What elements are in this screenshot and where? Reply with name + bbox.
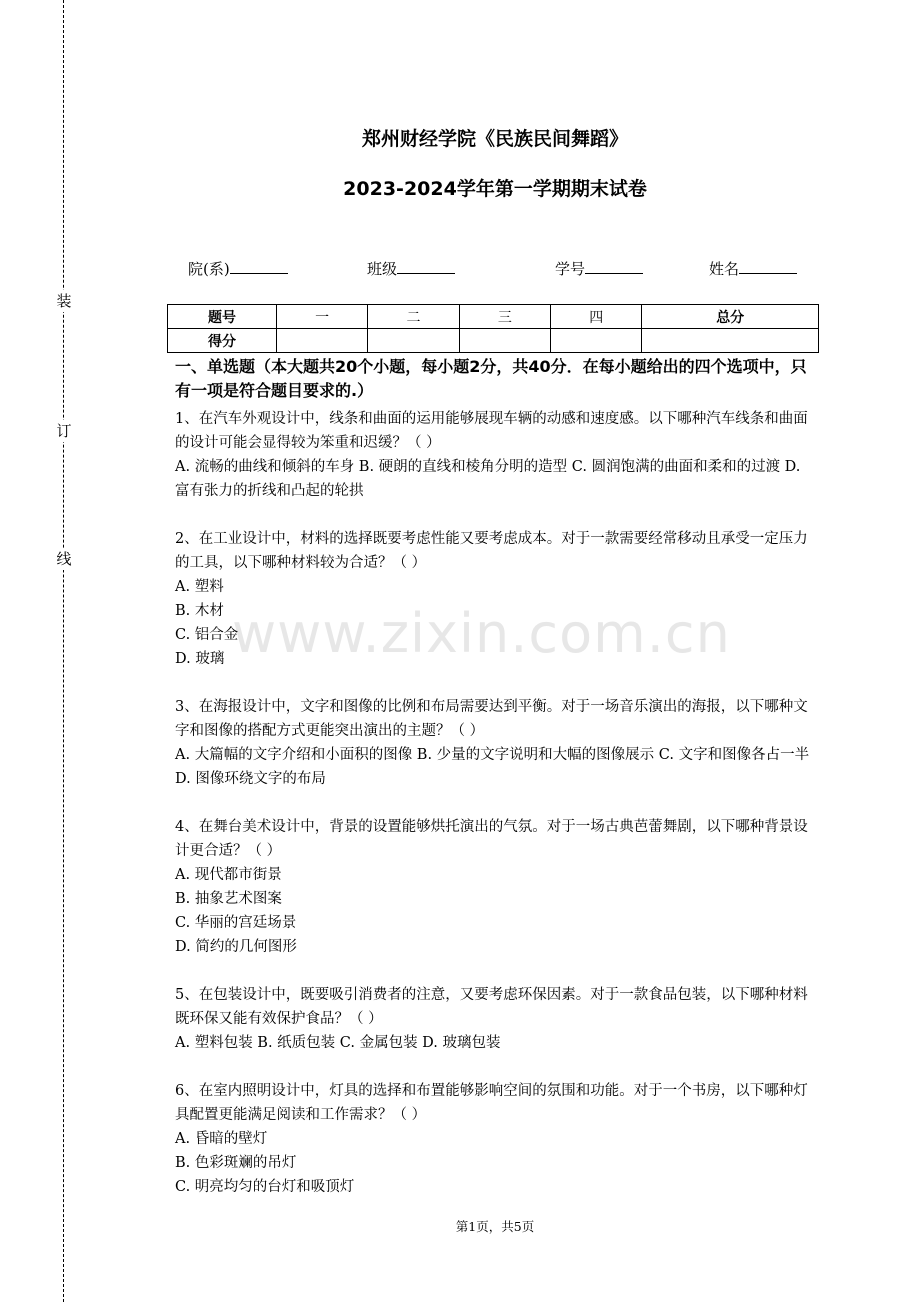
score-table-header-row — [168, 305, 819, 329]
score-cell: 三 — [459, 305, 550, 329]
option-b: B. 抽象艺术图案 — [175, 891, 282, 907]
question-text: 1、在汽车外观设计中，线条和曲面的运用能够展现车辆的动感和速度感。以下哪种汽车线条和曲面的设计可能会显得较为笨重和迟缓？（ ） — [175, 411, 808, 451]
score-cell: 二 — [368, 305, 459, 329]
question-item — [175, 695, 817, 791]
info-field-class[interactable] — [367, 258, 455, 279]
binding-char-ding: 订 — [56, 422, 72, 440]
question-content — [175, 355, 817, 1199]
fill-blank[interactable] — [397, 259, 455, 274]
exam-subtitle: 2023-2024学年第一学期期末试卷 — [343, 178, 647, 200]
fill-blank[interactable] — [739, 259, 797, 274]
page-footer: 第1页，共5页 — [455, 1219, 535, 1234]
fill-blank[interactable] — [230, 259, 288, 274]
score-table-score-row — [168, 329, 819, 353]
score-input-cell[interactable] — [368, 329, 459, 353]
option-b: B. 木材 — [175, 603, 224, 619]
option-c: C. 华丽的宫廷场景 — [175, 915, 297, 931]
exam-title: 郑州财经学院《民族民间舞蹈》 — [361, 128, 628, 150]
question-options: A. 塑料包装 B. 纸质包装 C. 金属包装 D. 玻璃包装 — [175, 1035, 501, 1051]
score-cell: 总分 — [642, 305, 819, 329]
question-options: A. 流畅的曲线和倾斜的车身 B. 硬朗的直线和棱角分明的造型 C. 圆润饱满的曲面和柔和的过渡 D. 富有张力的折线和凸起的轮拱 — [175, 459, 801, 499]
info-field-name[interactable] — [709, 258, 797, 279]
question-item — [175, 815, 817, 959]
info-field-department[interactable] — [188, 258, 288, 279]
question-text: 6、在室内照明设计中，灯具的选择和布置能够影响空间的氛围和功能。对于一个书房，以下哪种灯具配置更能满足阅读和工作需求？（ ） — [175, 1083, 808, 1123]
option-b: B. 色彩斑斓的吊灯 — [175, 1155, 297, 1171]
watermark: www.zixin.com.cn — [232, 602, 731, 665]
option-a: A. 现代都市街景 — [175, 867, 282, 883]
question-item — [175, 983, 817, 1055]
binding-char-zhuang: 装 — [56, 292, 72, 310]
option-a: A. 塑料 — [175, 579, 224, 595]
score-cell: 一 — [277, 305, 368, 329]
option-c: C. 铝合金 — [175, 627, 239, 643]
question-text: 2、在工业设计中，材料的选择既要考虑性能又要考虑成本。对于一款需要经常移动且承受一定压力的工具，以下哪种材料较为合适？（ ） — [175, 531, 808, 571]
info-field-student-id[interactable] — [555, 258, 643, 279]
question-text: 3、在海报设计中，文字和图像的比例和布局需要达到平衡。对于一场音乐演出的海报，以下哪种文字和图像的搭配方式更能突出演出的主题？（ ） — [175, 699, 808, 739]
question-text: 5、在包装设计中，既要吸引消费者的注意，又要考虑环保因素。对于一款食品包装，以下哪种材料既环保又能有效保护食品？（ ） — [175, 987, 808, 1027]
score-table — [167, 304, 819, 353]
info-label: 班级 — [367, 260, 398, 278]
binding-dashed-line — [63, 0, 64, 1302]
option-d: D. 玻璃 — [175, 651, 225, 667]
score-input-cell[interactable] — [551, 329, 642, 353]
score-cell: 题号 — [168, 305, 277, 329]
question-options: A. 大篇幅的文字介绍和小面积的图像 B. 少量的文字说明和大幅的图像展示 C. 文字和图像各占一半 D. 图像环绕文字的布局 — [175, 747, 810, 787]
info-label: 院(系) — [188, 260, 230, 278]
fill-blank[interactable] — [585, 259, 643, 274]
option-d: D. 简约的几何图形 — [175, 939, 297, 955]
info-label: 姓名 — [709, 260, 740, 278]
question-item — [175, 1079, 817, 1199]
section-heading: 一、单选题（本大题共20个小题，每小题2分，共40分．在每小题给出的四个选项中，只有一项是符合题目要求的.） — [175, 357, 807, 400]
option-a: A. 昏暗的壁灯 — [175, 1131, 268, 1147]
info-label: 学号 — [555, 260, 586, 278]
question-text: 4、在舞台美术设计中，背景的设置能够烘托演出的气氛。对于一场古典芭蕾舞剧，以下哪种背景设计更合适？（ ） — [175, 819, 808, 859]
score-cell: 四 — [551, 305, 642, 329]
binding-char-xian: 线 — [56, 550, 72, 568]
question-item — [175, 407, 817, 503]
score-input-cell[interactable] — [459, 329, 550, 353]
score-cell: 得分 — [168, 329, 277, 353]
option-c: C. 明亮均匀的台灯和吸顶灯 — [175, 1179, 355, 1195]
score-input-cell[interactable] — [642, 329, 819, 353]
score-input-cell[interactable] — [277, 329, 368, 353]
